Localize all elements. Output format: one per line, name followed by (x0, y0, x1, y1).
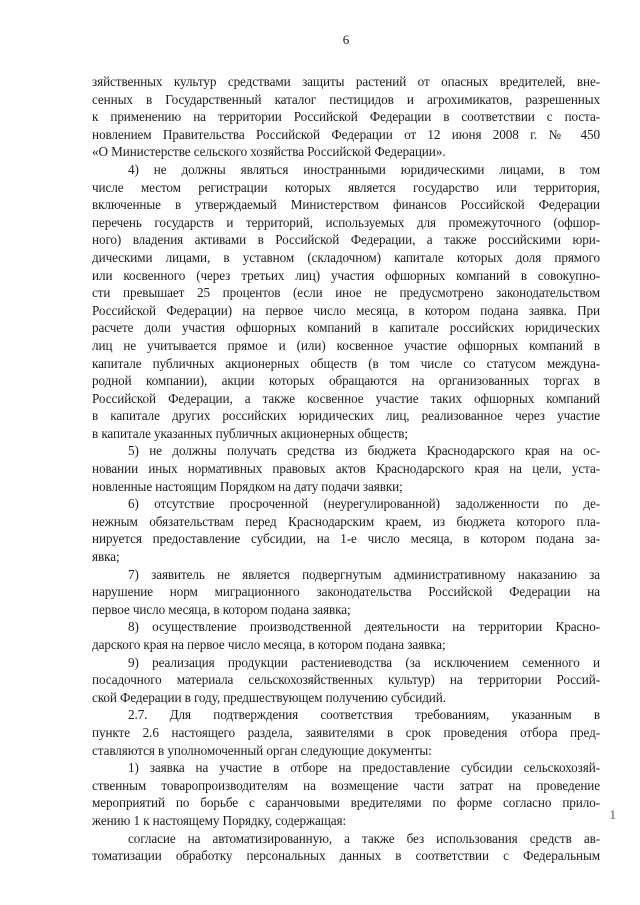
text-line: зяйственных культур средствами защиты растений от опасных вредителей, вне- (92, 74, 600, 89)
text-line: посадочного материала сельскохозяйственных культур) на территории Россий- (92, 672, 600, 688)
text-line: 5) не должны получать средства из бюджета Краснодарского края на ос- (128, 443, 600, 459)
text-line: новлением Правительства Российской Федерации от 12 июня 2008 г. № 450 (92, 126, 600, 142)
text-line: нируется предоставление субсидии, на 1-е число месяца, в котором подана за- (92, 531, 600, 547)
paragraph (92, 161, 600, 443)
text-line: 7) заявитель не является подвергнутым административному наказанию за (128, 566, 600, 582)
paragraph (92, 618, 600, 653)
text-line: расчете доли участия офшорных компаний в капитале российских юридических (92, 320, 600, 336)
text-line: лиц не учитывается прямое и (или) косвенное участие офшорных компаний в (92, 337, 600, 353)
text-line: Российской Федерации, а также косвенное участие таких офшорных компаний (92, 390, 600, 406)
paragraph (92, 495, 600, 565)
paragraph (92, 706, 600, 759)
text-line: новании иных нормативных правовых актов Краснодарского края на цели, уста- (92, 461, 600, 477)
text-line: сенных в Государственный каталог пестицидов и агрохимикатов, разрешенных (92, 91, 600, 107)
text-line: пункте 2.6 настоящего раздела, заявителями в срок проведения отбора пред- (92, 724, 600, 740)
text-line: или косвенного (через третьих лиц) участия офшорных компаний в совокупно- (92, 267, 600, 283)
text-line: капитале публичных акционерных обществ (в том числе со статусом междуна- (92, 355, 600, 371)
paragraph (92, 566, 600, 619)
text-line: в капитале указанных публичных акционерных обществ; (92, 425, 408, 441)
text-line: 6) отсутствие просроченной (неурегулированной) задолженности по де- (128, 496, 600, 512)
text-line: ственным товаропроизводителям на возмещение части затрат на проведение (92, 777, 600, 793)
text-line: нежным обязательствам перед Краснодарским краем, из бюджета которого пла- (92, 513, 600, 529)
text-line: к применению на территории Российской Федерации в соответствии с поста- (92, 109, 600, 125)
text-line: 1) заявка на участие в отборе на предоставление субсидии сельскохозяй- (128, 760, 600, 776)
text-line: ставляются в уполномоченный орган следующие документы: (92, 742, 432, 758)
text-line: согласие на автоматизированную, а также без использования средств ав- (128, 830, 600, 846)
paragraph (92, 442, 600, 495)
paragraph (92, 654, 600, 707)
text-line: 9) реализация продукции растениеводства (за исключением семенного и (128, 654, 600, 670)
text-line: в капитале других российских юридических лиц, реализованное через участие (92, 408, 600, 424)
paragraph (92, 73, 600, 161)
text-line: ской Федерации в году, предшествующем получению субсидий. (92, 689, 446, 705)
text-line: нарушение норм миграционного законодательства Российской Федерации на (92, 584, 600, 600)
text-line: сти превышает 25 процентов (если иное не предусмотрено законодательством (92, 285, 600, 301)
paragraph (92, 830, 600, 865)
page-number: 6 (342, 32, 350, 47)
text-line: 2.7. Для подтверждения соответствия требованиям, указанным в (128, 707, 600, 723)
text-line: новленные настоящим Порядком на дату подачи заявки; (92, 478, 403, 494)
text-line: первое число месяца, в котором подана заявка; (92, 601, 351, 617)
text-line: «О Министерстве сельского хозяйства Российской Федерации». (92, 144, 446, 160)
paragraph (92, 759, 600, 829)
text-line: дическими лицами, в уставном (складочном) капитале которых доля прямого (92, 249, 600, 265)
text-line: мероприятий по борьбе с саранчовыми вредителями по форме согласно прило- (92, 795, 600, 811)
text-line: 4) не должны являться иностранными юридическими лицами, в том (128, 161, 600, 177)
text-line: явка; (92, 549, 120, 565)
text-line: Российской Федерации) на первое число месяца, в котором подана заявка. При (92, 302, 600, 318)
text-line: включенные в утверждаемый Министерством финансов Российской Федерации (92, 197, 600, 213)
text-line: жению 1 к настоящему Порядку, содержащая: (92, 812, 347, 828)
handwritten-margin-mark: 1 (609, 807, 616, 822)
text-line: 8) осуществление производственной деятельности на территории Красно- (128, 619, 600, 635)
text-line: ного) владения активами в Российской Федерации, а также российскими юри- (92, 232, 600, 248)
text-line: родной компании), акции которых обращаются на организованных торгах в (92, 373, 600, 389)
text-line: томатизации обработку персональных данных в соответствии с Федеральным (92, 848, 600, 864)
document-body (92, 73, 600, 865)
text-line: перечень государств и территорий, используемых для промежуточного (офшор- (92, 214, 600, 230)
text-line: дарского края на первое число месяца, в котором подана заявка; (92, 637, 446, 652)
text-line: числе местом регистрации которых является государство или территория, (92, 179, 600, 195)
